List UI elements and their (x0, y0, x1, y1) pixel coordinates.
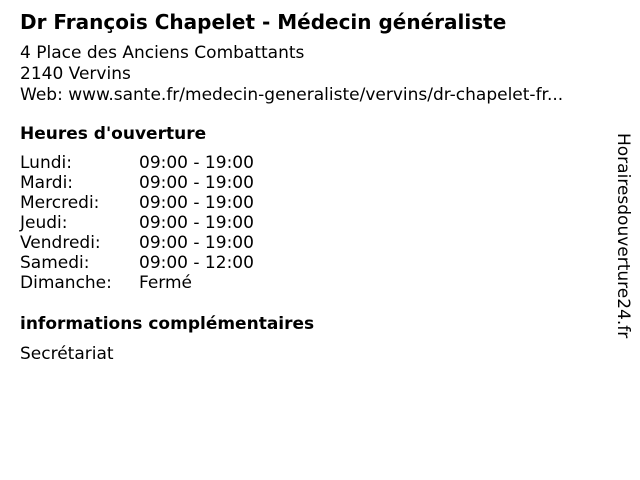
opening-hours-table (20, 153, 254, 293)
day-label: Mercredi: (20, 193, 100, 213)
hours-row-monday (20, 153, 254, 173)
hours-value: 09:00 - 19:00 (139, 153, 254, 173)
address-line-street: 4 Place des Anciens Combattants (20, 43, 305, 63)
hours-value: Fermé (139, 273, 193, 293)
hours-value: 09:00 - 19:00 (139, 213, 254, 233)
hours-value: 09:00 - 19:00 (139, 193, 254, 213)
watermark (610, 133, 636, 345)
day-label: Vendredi: (20, 233, 101, 253)
hours-value: 09:00 - 19:00 (139, 173, 254, 193)
website-line: Web: www.sante.fr/medecin-generaliste/vervins/dr-chapelet-fr... (20, 85, 564, 105)
hours-row-wednesday (20, 193, 254, 213)
hours-value: 09:00 - 19:00 (139, 233, 254, 253)
hours-row-sunday (20, 273, 254, 293)
day-label: Lundi: (20, 153, 72, 173)
hours-row-saturday (20, 253, 254, 273)
page-title: Dr François Chapelet - Médecin généraliste (20, 10, 507, 34)
watermark-text: Horairesdouverture24.fr (613, 133, 633, 339)
address-line-city: 2140 Vervins (20, 64, 131, 84)
day-label: Samedi: (20, 253, 90, 273)
additional-info-text: Secrétariat (20, 344, 114, 364)
hours-value: 09:00 - 12:00 (139, 253, 254, 273)
hours-row-friday (20, 233, 254, 253)
day-label: Jeudi: (20, 213, 68, 233)
hours-row-thursday (20, 213, 254, 233)
additional-info-heading: informations complémentaires (20, 314, 315, 334)
day-label: Mardi: (20, 173, 74, 193)
opening-hours-heading: Heures d'ouverture (20, 124, 207, 144)
hours-row-tuesday (20, 173, 254, 193)
address-block (20, 43, 563, 106)
day-label: Dimanche: (20, 273, 112, 293)
